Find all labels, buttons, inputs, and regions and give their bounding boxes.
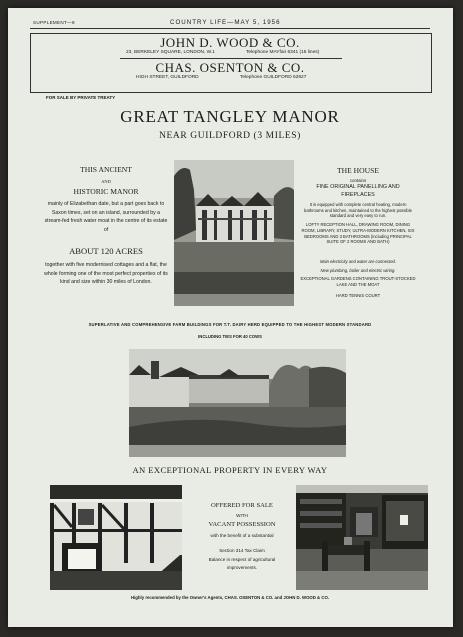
listing-subtitle: NEAR GUILDFORD (3 MILES)	[159, 131, 301, 141]
agent1-phone: Telephone MAYfair 6341 (15 lines)	[246, 50, 320, 55]
agent2-phone: Telephone GUILDFORD 62927	[240, 75, 307, 80]
agent2-address: HIGH STREET, GUILDFORD	[136, 75, 199, 80]
house-plumbing: New plumbing, boiler and electric wiring.	[320, 268, 396, 273]
agent1-address: 23, BERKELEY SQUARE, LONDON, W.1	[126, 50, 215, 55]
left-body: mainly of Elizabethan date, but a part goes back to Saxon times, set on an island, surrounded by a stream-fed fresh water moat in the centre of its estate of	[44, 201, 168, 233]
listing-title: GREAT TANGLEY MANOR	[120, 107, 340, 126]
library-photo	[296, 485, 428, 590]
offer-line-6: Balance in respect of agricultural improvements.	[208, 557, 276, 570]
sale-type: FOR SALE BY PRIVATE TREATY	[46, 95, 116, 100]
magazine-page	[8, 8, 453, 627]
left-body-2: together with five modernised cottages and a flat, the whole forming one of the most perfect properties of its kind and size within 30 miles of London.	[44, 262, 168, 286]
house-tennis: HARD TENNIS COURT	[335, 293, 381, 298]
exceptional-heading: AN EXCEPTIONAL PROPERTY IN EVERY WAY	[132, 465, 328, 475]
offer-line-3: VACANT POSSESSION	[208, 521, 276, 528]
offer-line-2: WITH	[236, 513, 248, 518]
hall-photo	[50, 485, 182, 590]
agents-divider	[120, 58, 342, 59]
masthead: COUNTRY LIFE—MAY 5, 1956	[170, 19, 281, 26]
offer-line-4: with the benefit of a substantial	[210, 533, 274, 538]
offer-line-5: Section 314 Tax Claim	[219, 548, 265, 553]
farm-line-2: INCLUDING TIES FOR 40 COWS	[198, 334, 262, 339]
house-modern: It is equipped with complete central heating, modern bathrooms and kitchen, maintained to the highest possible standard and very easy to run.	[303, 202, 412, 219]
farm-photo	[129, 349, 346, 457]
offer-line-1: OFFERED FOR SALE	[211, 502, 273, 509]
supplement-label: SUPPLEMENT—8	[33, 20, 75, 25]
agent2-name: CHAS. OSENTON & CO.	[155, 60, 305, 75]
manor-photo	[174, 160, 294, 306]
house-contains: contains	[349, 178, 367, 183]
house-fine: FINE ORIGINAL PANELLING AND FIREPLACES	[316, 184, 400, 198]
footer-recommendation: Highly recommended by the Owner's Agents, CHAS. OSENTON & CO. and JOHN D. WOOD & CO.	[131, 595, 329, 600]
masthead-rule	[30, 28, 430, 29]
house-gardens: EXCEPTIONAL GARDENS CONTAINING TROUT-STOCKED LAKE AND THE MOAT	[300, 276, 416, 287]
agent1-name: JOHN D. WOOD & CO.	[160, 35, 300, 50]
acres: ABOUT 120 ACRES	[69, 246, 143, 256]
house-mains: Main electricity and water are connected.	[319, 259, 397, 264]
farm-line-1: SUPERLATIVE AND COMPREHENSIVE FARM BUILDINGS FOR T.T. DAIRY HERD EQUIPPED TO THE HIGHEST MODERN STANDARD	[88, 322, 372, 327]
left-heading-2: AND	[101, 179, 111, 184]
house-rooms: LOFTY RECEPTION HALL, DRAWING ROOM, DINING ROOM, LIBRARY, STUDY, ULTRA-MODERN KITCHEN, SIX BEDROOMS AND 3 BATHROOMS (including PRINCIPAL SUITE OF 2 ROOMS AND BATH)	[301, 222, 415, 245]
left-heading-1: THIS ANCIENT	[80, 165, 132, 174]
house-heading: THE HOUSE	[337, 166, 379, 175]
left-heading-3: HISTORIC MANOR	[73, 187, 139, 196]
